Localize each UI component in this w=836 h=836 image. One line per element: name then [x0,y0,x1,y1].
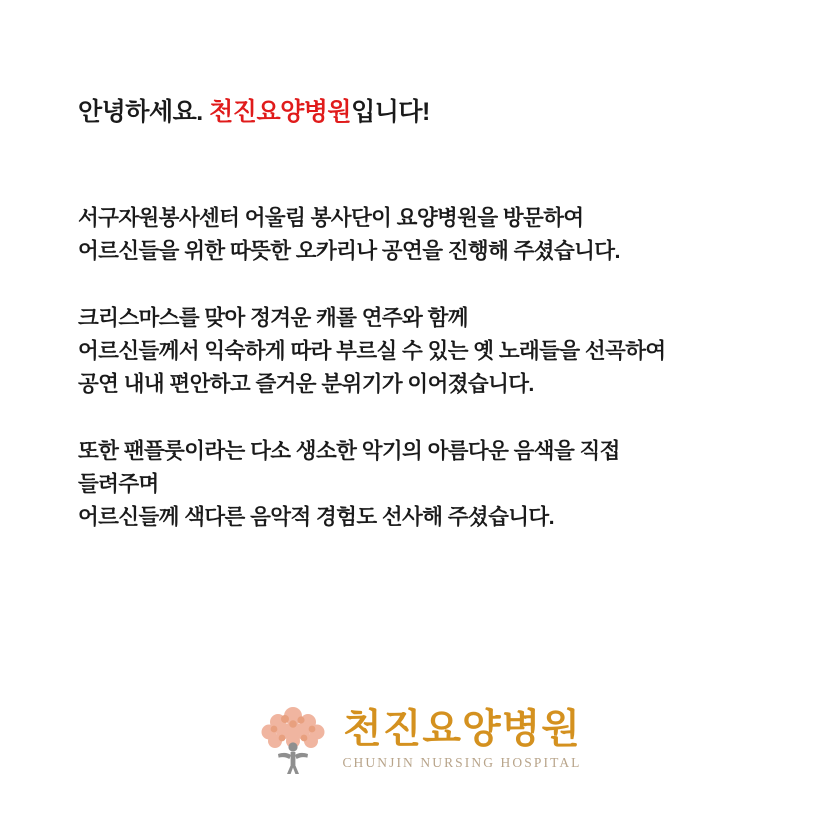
paragraph-line: 어르신들께 색다른 음악적 경험도 선사해 주셨습니다. [78,505,554,529]
paragraph-line: 어르신들께서 익숙하게 따라 부르실 수 있는 옛 노래들을 선곡하여 [78,339,666,363]
paragraph-line: 서구자원봉사센터 어울림 봉사단이 요양병원을 방문하여 [78,206,584,230]
hospital-logo [0,700,836,778]
paragraph-line: 들려주며 [78,472,159,496]
paragraph [78,202,778,268]
logo-name-kr: 천진요양병원 [343,706,581,751]
tree-person-logo-icon [254,700,332,778]
logo-wordmark [342,706,582,770]
paragraph [78,435,778,534]
paragraph-line: 공연 내내 편안하고 즐거운 분위기가 이어졌습니다. [78,372,534,396]
logo-name-en: CHUNJIN NURSING HOSPITAL [342,754,582,770]
paragraph-line: 또한 팬플룻이라는 다소 생소한 악기의 아름다운 음색을 직접 [78,439,620,463]
greeting-suffix: 입니다! [351,98,430,126]
greeting-line [78,92,430,128]
paragraph-line: 크리스마스를 맞아 정겨운 캐롤 연주와 함께 [78,306,468,330]
body-copy [78,202,778,534]
greeting-prefix: 안녕하세요. [78,98,210,126]
paragraph [78,302,778,401]
paragraph-line: 어르신들을 위한 따뜻한 오카리나 공연을 진행해 주셨습니다. [78,239,620,263]
greeting-highlight: 천진요양병원 [209,98,352,126]
